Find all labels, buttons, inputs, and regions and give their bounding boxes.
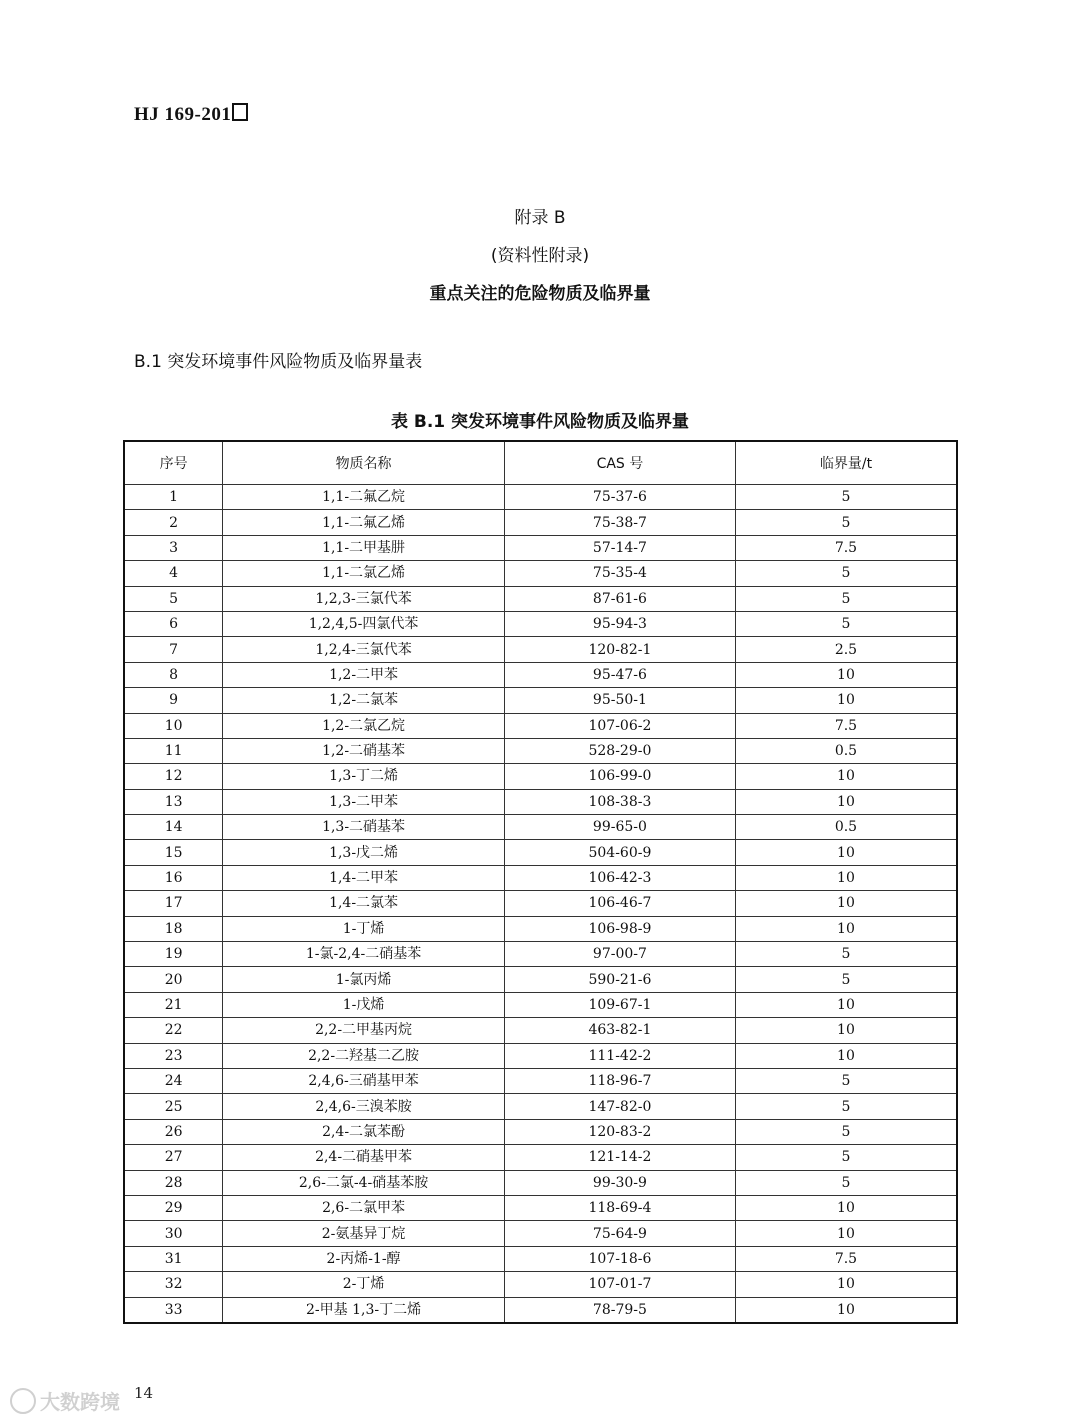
- section-title: B.1 突发环境事件风险物质及临界量表: [134, 352, 423, 372]
- document-code-text: HJ 169-201: [134, 104, 232, 125]
- cell-threshold: 10: [735, 1043, 957, 1068]
- cell-substance-name: 1-氯丙烯: [223, 967, 505, 992]
- cell-substance-name: 2,6-二氯-4-硝基苯胺: [223, 1170, 505, 1195]
- cell-serial: 28: [124, 1170, 223, 1195]
- cell-substance-name: 1,2-二甲苯: [223, 662, 505, 687]
- cell-serial: 13: [124, 789, 223, 814]
- cell-cas-number: 75-64-9: [504, 1221, 735, 1246]
- cell-threshold: 10: [735, 1018, 957, 1043]
- cell-serial: 15: [124, 840, 223, 865]
- cell-cas-number: 106-42-3: [504, 865, 735, 890]
- cell-substance-name: 1-氯-2,4-二硝基苯: [223, 942, 505, 967]
- watermark-logo-icon: [10, 1388, 36, 1414]
- table-row: [124, 942, 957, 967]
- cell-threshold: 10: [735, 1272, 957, 1297]
- cell-cas-number: 463-82-1: [504, 1018, 735, 1043]
- cell-threshold: 5: [735, 967, 957, 992]
- table-row: [124, 992, 957, 1017]
- cell-cas-number: 106-99-0: [504, 764, 735, 789]
- cell-serial: 31: [124, 1246, 223, 1271]
- table-row: [124, 815, 957, 840]
- cell-substance-name: 1,1-二氟乙烷: [223, 485, 505, 510]
- cell-serial: 33: [124, 1297, 223, 1323]
- cell-threshold: 10: [735, 1297, 957, 1323]
- cell-substance-name: 2,2-二甲基丙烷: [223, 1018, 505, 1043]
- table-row: [124, 1145, 957, 1170]
- cell-cas-number: 107-06-2: [504, 713, 735, 738]
- cell-threshold: 10: [735, 865, 957, 890]
- table-row: [124, 1018, 957, 1043]
- cell-substance-name: 1,2-二硝基苯: [223, 738, 505, 763]
- table-row: [124, 1272, 957, 1297]
- cell-substance-name: 1,2,3-三氯代苯: [223, 586, 505, 611]
- table-row: [124, 1119, 957, 1144]
- cell-substance-name: 1,3-二硝基苯: [223, 815, 505, 840]
- cell-substance-name: 2,6-二氯甲苯: [223, 1195, 505, 1220]
- watermark-text: 大数跨境: [40, 1390, 120, 1414]
- cell-serial: 30: [124, 1221, 223, 1246]
- placeholder-box-glyph: [232, 103, 248, 121]
- header-serial: 序号: [124, 441, 223, 485]
- cell-cas-number: 107-18-6: [504, 1246, 735, 1271]
- table-row: [124, 1068, 957, 1093]
- substance-table: [123, 440, 958, 1324]
- table-row: [124, 637, 957, 662]
- cell-threshold: 5: [735, 1119, 957, 1144]
- cell-cas-number: 120-82-1: [504, 637, 735, 662]
- cell-cas-number: 504-60-9: [504, 840, 735, 865]
- cell-threshold: 5: [735, 586, 957, 611]
- table-row: [124, 485, 957, 510]
- cell-threshold: 5: [735, 1145, 957, 1170]
- cell-cas-number: 75-35-4: [504, 561, 735, 586]
- cell-substance-name: 2,2-二羟基二乙胺: [223, 1043, 505, 1068]
- cell-threshold: 5: [735, 510, 957, 535]
- table-row: [124, 1297, 957, 1323]
- table-row: [124, 1043, 957, 1068]
- cell-threshold: 2.5: [735, 637, 957, 662]
- cell-cas-number: 78-79-5: [504, 1297, 735, 1323]
- cell-cas-number: 99-65-0: [504, 815, 735, 840]
- cell-serial: 32: [124, 1272, 223, 1297]
- cell-cas-number: 528-29-0: [504, 738, 735, 763]
- cell-serial: 22: [124, 1018, 223, 1043]
- cell-substance-name: 1,3-戊二烯: [223, 840, 505, 865]
- cell-cas-number: 109-67-1: [504, 992, 735, 1017]
- cell-substance-name: 1,1-二氟乙烯: [223, 510, 505, 535]
- cell-serial: 7: [124, 637, 223, 662]
- cell-cas-number: 106-46-7: [504, 891, 735, 916]
- cell-serial: 10: [124, 713, 223, 738]
- cell-serial: 5: [124, 586, 223, 611]
- cell-threshold: 10: [735, 1195, 957, 1220]
- cell-threshold: 0.5: [735, 738, 957, 763]
- cell-threshold: 7.5: [735, 1246, 957, 1271]
- cell-threshold: 10: [735, 891, 957, 916]
- cell-threshold: 5: [735, 561, 957, 586]
- header-cas-number: CAS 号: [504, 441, 735, 485]
- table-row: [124, 916, 957, 941]
- cell-cas-number: 120-83-2: [504, 1119, 735, 1144]
- cell-substance-name: 1-戊烯: [223, 992, 505, 1017]
- table-row: [124, 764, 957, 789]
- cell-threshold: 5: [735, 1170, 957, 1195]
- cell-serial: 18: [124, 916, 223, 941]
- cell-serial: 8: [124, 662, 223, 687]
- table-row: [124, 789, 957, 814]
- cell-cas-number: 106-98-9: [504, 916, 735, 941]
- cell-substance-name: 2-氨基异丁烷: [223, 1221, 505, 1246]
- cell-cas-number: 95-94-3: [504, 611, 735, 636]
- table-body: [124, 485, 957, 1323]
- table-row: [124, 713, 957, 738]
- table-row: [124, 586, 957, 611]
- cell-substance-name: 1-丁烯: [223, 916, 505, 941]
- cell-serial: 11: [124, 738, 223, 763]
- cell-threshold: 10: [735, 1221, 957, 1246]
- cell-serial: 24: [124, 1068, 223, 1093]
- table-row: [124, 535, 957, 560]
- cell-substance-name: 1,4-二甲苯: [223, 865, 505, 890]
- cell-substance-name: 2,4-二氯苯酚: [223, 1119, 505, 1144]
- cell-serial: 26: [124, 1119, 223, 1144]
- cell-serial: 2: [124, 510, 223, 535]
- cell-cas-number: 108-38-3: [504, 789, 735, 814]
- cell-cas-number: 118-69-4: [504, 1195, 735, 1220]
- cell-threshold: 10: [735, 789, 957, 814]
- cell-substance-name: 2,4-二硝基甲苯: [223, 1145, 505, 1170]
- cell-serial: 16: [124, 865, 223, 890]
- cell-cas-number: 147-82-0: [504, 1094, 735, 1119]
- appendix-heading: 重点关注的危险物质及临界量: [429, 284, 651, 304]
- table-row: [124, 1170, 957, 1195]
- cell-threshold: 5: [735, 1068, 957, 1093]
- table-row: [124, 1094, 957, 1119]
- cell-substance-name: 1,2-二氯乙烷: [223, 713, 505, 738]
- cell-cas-number: 57-14-7: [504, 535, 735, 560]
- page-number: 14: [134, 1384, 154, 1402]
- cell-substance-name: 2,4,6-三溴苯胺: [223, 1094, 505, 1119]
- cell-cas-number: 97-00-7: [504, 942, 735, 967]
- cell-serial: 23: [124, 1043, 223, 1068]
- cell-serial: 19: [124, 942, 223, 967]
- cell-threshold: 7.5: [735, 713, 957, 738]
- cell-threshold: 10: [735, 764, 957, 789]
- appendix-title: 附录 B: [514, 208, 566, 228]
- cell-threshold: 0.5: [735, 815, 957, 840]
- table-row: [124, 865, 957, 890]
- cell-cas-number: 118-96-7: [504, 1068, 735, 1093]
- cell-cas-number: 111-42-2: [504, 1043, 735, 1068]
- table-row: [124, 840, 957, 865]
- table-row: [124, 611, 957, 636]
- cell-cas-number: 95-50-1: [504, 688, 735, 713]
- table-caption: 表 B.1 突发环境事件风险物质及临界量: [390, 412, 690, 432]
- cell-cas-number: 107-01-7: [504, 1272, 735, 1297]
- cell-serial: 14: [124, 815, 223, 840]
- watermark: [10, 1386, 120, 1415]
- cell-threshold: 5: [735, 611, 957, 636]
- cell-substance-name: 1,4-二氯苯: [223, 891, 505, 916]
- cell-serial: 4: [124, 561, 223, 586]
- cell-cas-number: 95-47-6: [504, 662, 735, 687]
- cell-serial: 27: [124, 1145, 223, 1170]
- cell-cas-number: 75-38-7: [504, 510, 735, 535]
- cell-threshold: 7.5: [735, 535, 957, 560]
- table-row: [124, 1246, 957, 1271]
- cell-serial: 17: [124, 891, 223, 916]
- document-code: [134, 103, 248, 126]
- cell-serial: 12: [124, 764, 223, 789]
- cell-substance-name: 2-丁烯: [223, 1272, 505, 1297]
- table-row: [124, 1221, 957, 1246]
- table-row: [124, 662, 957, 687]
- table-row: [124, 561, 957, 586]
- cell-substance-name: 2-丙烯-1-醇: [223, 1246, 505, 1271]
- table-row: [124, 688, 957, 713]
- header-threshold: 临界量/t: [735, 441, 957, 485]
- cell-substance-name: 2,4,6-三硝基甲苯: [223, 1068, 505, 1093]
- cell-serial: 20: [124, 967, 223, 992]
- cell-threshold: 5: [735, 485, 957, 510]
- cell-threshold: 5: [735, 1094, 957, 1119]
- table-row: [124, 738, 957, 763]
- table-row: [124, 1195, 957, 1220]
- cell-serial: 29: [124, 1195, 223, 1220]
- table-row: [124, 967, 957, 992]
- cell-cas-number: 590-21-6: [504, 967, 735, 992]
- cell-serial: 6: [124, 611, 223, 636]
- cell-threshold: 10: [735, 662, 957, 687]
- cell-substance-name: 1,2,4-三氯代苯: [223, 637, 505, 662]
- cell-threshold: 10: [735, 840, 957, 865]
- cell-substance-name: 1,1-二氯乙烯: [223, 561, 505, 586]
- appendix-subtitle: (资料性附录): [490, 246, 590, 266]
- cell-threshold: 10: [735, 916, 957, 941]
- cell-substance-name: 1,2,4,5-四氯代苯: [223, 611, 505, 636]
- cell-cas-number: 75-37-6: [504, 485, 735, 510]
- cell-serial: 21: [124, 992, 223, 1017]
- cell-substance-name: 1,1-二甲基肼: [223, 535, 505, 560]
- cell-threshold: 5: [735, 942, 957, 967]
- cell-threshold: 10: [735, 992, 957, 1017]
- table-row: [124, 510, 957, 535]
- table-header-row: [124, 441, 957, 485]
- cell-threshold: 10: [735, 688, 957, 713]
- cell-cas-number: 99-30-9: [504, 1170, 735, 1195]
- cell-serial: 1: [124, 485, 223, 510]
- table-row: [124, 891, 957, 916]
- cell-substance-name: 2-甲基 1,3-丁二烯: [223, 1297, 505, 1323]
- cell-cas-number: 121-14-2: [504, 1145, 735, 1170]
- cell-serial: 3: [124, 535, 223, 560]
- cell-serial: 9: [124, 688, 223, 713]
- cell-substance-name: 1,3-丁二烯: [223, 764, 505, 789]
- cell-substance-name: 1,3-二甲苯: [223, 789, 505, 814]
- cell-cas-number: 87-61-6: [504, 586, 735, 611]
- header-substance-name: 物质名称: [223, 441, 505, 485]
- cell-substance-name: 1,2-二氯苯: [223, 688, 505, 713]
- cell-serial: 25: [124, 1094, 223, 1119]
